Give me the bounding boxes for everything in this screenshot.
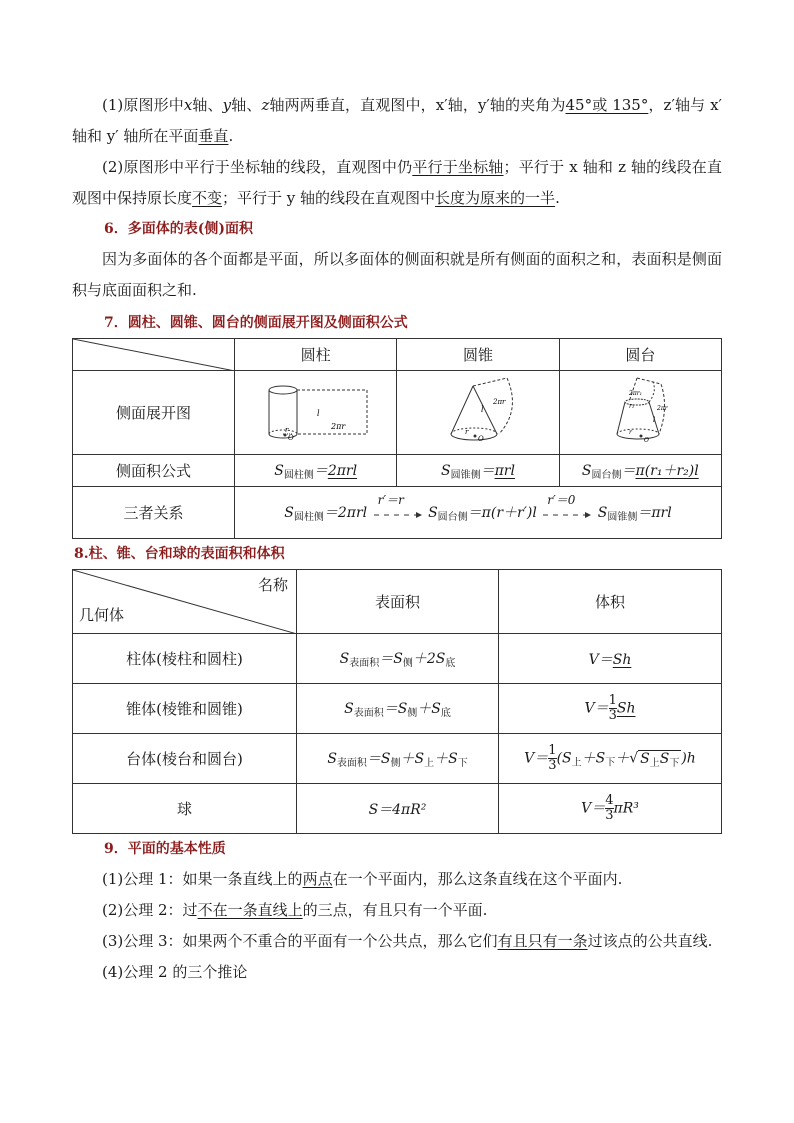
document-page: [72, 90, 722, 988]
axiom-3: [72, 926, 722, 957]
text: S: [597, 505, 608, 521]
text: 上: [649, 757, 660, 769]
axiom-2: [72, 895, 722, 926]
col-header-surface: 表面积: [297, 570, 499, 634]
text: ，z′轴与 x′ 轴和 y′ 轴所在平面: [72, 96, 722, 145]
col-header-volume: 体积: [499, 570, 722, 634]
cone-lateral-formula: $S_{圆锥侧}=\pi rl$: [397, 455, 559, 487]
text: ＝πrl: [637, 505, 672, 521]
figure-label: O: [477, 434, 484, 443]
text: .: [228, 127, 234, 145]
pyramid-surface-formula: $S_{表面积}=S_侧+S_底$: [297, 684, 499, 734]
answer-blank: Sh: [612, 651, 632, 668]
text: S: [284, 505, 294, 521]
text: 圆台侧: [591, 470, 622, 481]
row-label-development: 侧面展开图: [73, 371, 235, 455]
section-9-heading: 9．平面的基本性质: [104, 841, 226, 857]
fraction: [548, 744, 556, 773]
text: y: [222, 96, 232, 114]
col-header-cone: 圆锥: [397, 339, 559, 371]
lateral-area-table: [72, 338, 722, 539]
col-header-frustum: 圆台: [559, 339, 721, 371]
answer-blank: 2πrl: [327, 463, 358, 479]
sphere-surface-formula: S＝4πR²: [297, 784, 499, 834]
text: 表面积: [349, 658, 380, 669]
surface-volume-table: [72, 569, 722, 834]
frustum-surface-formula: $S_{表面积}=S_侧+S_上+S_下$: [297, 734, 499, 784]
section-6-text: 因为多面体的各个面都是平面，所以多面体的侧面积就是所有侧面的面积之和，表面积是侧面积与底面面积之和.: [72, 250, 722, 299]
denominator: 3: [608, 708, 617, 723]
row-label-sphere: 球: [73, 784, 297, 834]
figure-label: r: [629, 428, 633, 436]
text: 下: [605, 757, 616, 769]
figure-label: l: [480, 404, 484, 414]
numerator: 1: [608, 693, 617, 708]
text: z: [261, 96, 270, 114]
text: S: [428, 505, 438, 521]
figure-label: r: [284, 425, 289, 434]
denominator: 3: [548, 758, 557, 773]
text: 过该点的公共直线.: [587, 932, 713, 950]
figure-label: r: [464, 427, 469, 436]
answer-blank: πrl: [494, 463, 515, 479]
answer-blank: 有且只有一条: [497, 932, 588, 950]
frustum-figure: [565, 374, 715, 448]
text: 下: [457, 758, 468, 769]
figure-label: O: [287, 433, 294, 442]
text: ；平行于 x 轴和 z 轴的线段在直观图中保持原长度: [72, 158, 722, 207]
text: (1)公理 1：如果一条直线上的: [102, 870, 303, 888]
figure-label: 2πr: [492, 397, 506, 406]
text: 轴、: [192, 96, 223, 114]
text: 表面积: [336, 758, 367, 769]
cylinder-lateral-formula: $S_{圆柱侧}=2\pi rl$: [235, 455, 397, 487]
frustum-lateral-formula: $S_{圆台侧}=\pi(r_1+r_2)l$: [559, 455, 721, 487]
cylinder-development-figure: [235, 371, 397, 455]
text: ＝π(r＋r′)l: [467, 505, 537, 521]
denominator: 3: [605, 808, 614, 823]
row-label-relation: 三者关系: [73, 487, 235, 539]
figure-label: 2πr: [657, 404, 668, 412]
text: S: [581, 463, 592, 479]
text: x: [183, 96, 193, 114]
cylinder-figure: [241, 376, 391, 446]
text: 圆锥侧: [607, 512, 638, 523]
text: x′轴，y′轴的夹角为: [435, 96, 566, 114]
diagonal-header-cell: [73, 570, 297, 634]
frustum-development-figure: [559, 371, 721, 455]
answer-blank: π(r₁＋r₂)l: [635, 463, 699, 479]
header-name-label: 名称: [257, 576, 288, 594]
text: ＝2πrl: [323, 505, 368, 521]
text: 侧: [407, 708, 418, 719]
text: πR³: [613, 800, 639, 817]
diagonal-header-cell: [73, 339, 235, 371]
fraction: [605, 794, 613, 823]
prism-volume-formula: V＝Sh: [499, 634, 722, 684]
figure-label: l: [316, 408, 320, 418]
text: 圆柱侧: [293, 512, 324, 523]
arrow-condition-1: [372, 493, 424, 523]
text: 上: [424, 758, 435, 769]
text: 侧: [402, 658, 413, 669]
axiom-2-corollaries: (4)公理 2 的三个推论: [102, 963, 248, 981]
row-label-pyramid: 锥体(棱锥和圆锥): [73, 684, 297, 734]
row-label-prism: 柱体(棱柱和圆柱): [73, 634, 297, 684]
text: 在一个平面内，那么这条直线在这个平面内.: [332, 870, 623, 888]
text: 的三点，有且只有一个平面.: [302, 901, 488, 919]
answer-blank: 两点: [302, 870, 333, 888]
text: S: [274, 463, 284, 479]
row-label-frustum: 台体(棱台和圆台): [73, 734, 297, 784]
text: 圆柱侧: [283, 470, 314, 481]
fraction: [609, 694, 617, 723]
dashed-arrow: [541, 507, 593, 527]
text: 圆锥侧: [450, 470, 481, 481]
text: (1)原图形中: [102, 96, 184, 114]
figure-label: l: [653, 415, 656, 424]
relation-formula: [235, 487, 722, 539]
text: ；平行于 y 轴的线段在直观图中: [222, 189, 436, 207]
text: 表面积: [353, 708, 384, 719]
text: 轴、: [231, 96, 262, 114]
text: 轴两两垂直，直观图中，: [269, 96, 436, 114]
figure-label: 2πr: [330, 421, 345, 431]
text: 底: [440, 708, 451, 719]
figure-label: 2πr₁: [629, 389, 643, 397]
diagonal-line: [73, 339, 235, 371]
frustum-volume-formula: V＝ $\frac{1}{3}$ ($S_上+S_下+√$ $S_上S_下$ )h: [499, 734, 722, 784]
section-7-heading: 7．圆柱、圆锥、圆台的侧面展开图及侧面积公式: [104, 315, 408, 331]
text: S: [441, 463, 451, 479]
text: 下: [669, 757, 680, 769]
answer-blank: 不在一条直线上: [197, 901, 303, 919]
numerator: 4: [605, 793, 614, 808]
cone-development-figure: [397, 371, 559, 455]
answer-blank: 垂直: [198, 127, 229, 145]
section-8-heading: 8.柱、锥、台和球的表面积和体积: [74, 546, 285, 562]
text: (2)原图形中平行于坐标轴的线段，直观图中仍: [102, 158, 413, 176]
text: 侧: [390, 758, 401, 769]
intro-paragraph-1: [72, 90, 722, 152]
pyramid-volume-formula: V＝ $\frac{1}{3}$ Sh: [499, 684, 722, 734]
figure-label: O: [644, 436, 650, 444]
text: (2)公理 2：过: [102, 901, 198, 919]
answer-blank: Sh: [616, 700, 636, 717]
arrow-condition-2: [541, 493, 593, 523]
condition-label: r′＝r: [377, 493, 404, 507]
header-geometry-label: 几何体: [79, 606, 125, 624]
numerator: 1: [548, 743, 557, 758]
figure-label: r₁: [629, 402, 635, 410]
answer-blank: 不变: [192, 189, 223, 207]
prism-surface-formula: $S_{表面积}=S_侧+2S_底$: [297, 634, 499, 684]
text: 上: [571, 757, 582, 769]
text: 底: [445, 658, 456, 669]
answer-blank: 长度为原来的一半: [435, 189, 556, 207]
section-6-heading: 6．多面体的表(侧)面积: [104, 221, 253, 237]
condition-label: r′＝0: [547, 493, 576, 507]
answer-blank: 45°或 135°: [565, 96, 649, 114]
text: 圆台侧: [437, 512, 468, 523]
sqrt-radicand: $S_上S_下$: [640, 750, 680, 769]
text: .: [555, 189, 560, 207]
text: (3)公理 3：如果两个不重合的平面有一个公共点，那么它们: [102, 932, 498, 950]
axiom-1: [72, 864, 722, 895]
col-header-cylinder: 圆柱: [235, 339, 397, 371]
dashed-arrow: [372, 507, 424, 527]
intro-paragraph-2: [72, 152, 722, 214]
row-label-formula: 侧面积公式: [73, 455, 235, 487]
sphere-volume-formula: V＝ $\frac{4}{3}$ πR³: [499, 784, 722, 834]
cone-figure: [403, 374, 553, 448]
answer-blank: 平行于坐标轴: [412, 158, 504, 176]
